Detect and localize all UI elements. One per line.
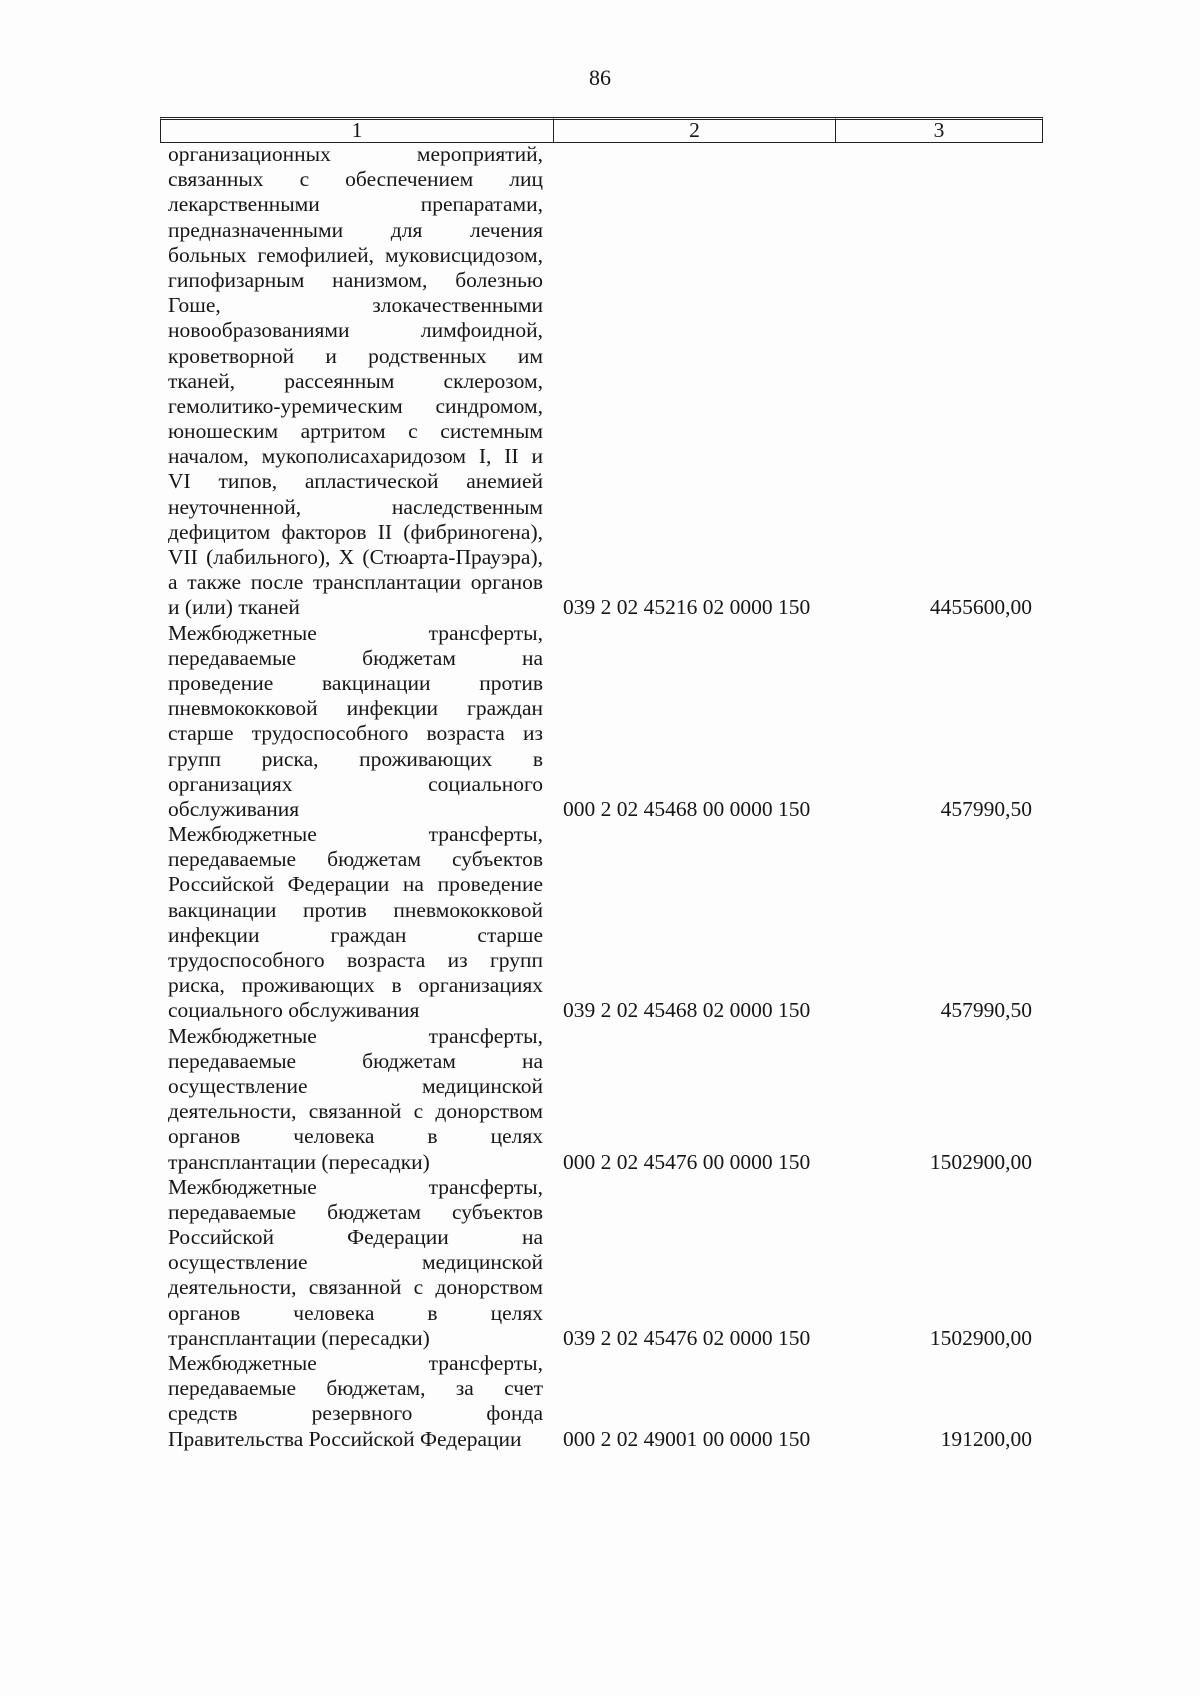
column-header-2: 2 <box>553 117 835 143</box>
description-line: органов человека в целях <box>168 1300 543 1325</box>
amount: 1502900,00 <box>929 1325 1032 1350</box>
description-line: вакцинации против пневмококковой <box>168 897 543 922</box>
description-line: и (или) тканей <box>168 595 300 620</box>
description-line: средств резервного фонда <box>168 1401 543 1426</box>
table-row <box>160 1024 1043 1175</box>
description-line: Межбюджетные трансферты, <box>168 1023 543 1048</box>
table-body <box>160 142 1043 1452</box>
description-line: передаваемые бюджетам субъектов <box>168 847 543 872</box>
description-line: деятельности, связанной с донорством <box>168 1275 543 1300</box>
budget-classification-code: 039 2 02 45468 02 0000 150 <box>563 998 811 1023</box>
row-description <box>160 1175 553 1351</box>
description-line: неуточненной, наследственным <box>168 494 543 519</box>
description-line: передаваемые бюджетам на <box>168 1048 543 1073</box>
description-line: трудоспособного возраста из групп <box>168 948 543 972</box>
budget-classification-code: 039 2 02 45216 02 0000 150 <box>563 595 811 620</box>
description-line: Правительства Российской Федерации <box>168 1426 522 1451</box>
description-line: Гоше, злокачественными <box>168 293 543 318</box>
description-line: Российской Федерации на <box>168 1225 543 1250</box>
description-line: осуществление медицинской <box>168 1073 543 1098</box>
description-line: органов человека в целях <box>168 1124 543 1149</box>
table-header <box>160 117 1043 143</box>
description-line: гипофизарным нанизмом, болезнью <box>168 267 543 292</box>
description-line: риска, проживающих в организациях <box>168 973 543 998</box>
description-line: VII (лабильного), X (Стюарта-Прауэра), <box>168 545 543 569</box>
budget-classification-code: 000 2 02 45468 00 0000 150 <box>563 796 811 821</box>
row-description <box>160 1351 553 1452</box>
description-line: пневмококковой инфекции граждан <box>168 696 543 721</box>
table-row <box>160 142 1043 621</box>
description-line: Межбюджетные трансферты, <box>168 1174 543 1199</box>
budget-table <box>160 117 1043 1452</box>
description-line: дефицитом факторов II (фибриногена), <box>168 519 543 544</box>
table-row <box>160 1351 1043 1452</box>
description-line: новообразованиями лимфоидной, <box>168 318 543 343</box>
amount: 1502900,00 <box>929 1149 1032 1174</box>
budget-classification-code: 000 2 02 45476 00 0000 150 <box>563 1149 811 1174</box>
description-line: организациях социального <box>168 771 543 796</box>
description-line: передаваемые бюджетам на <box>168 645 543 670</box>
description-line: осуществление медицинской <box>168 1250 543 1275</box>
description-line: больных гемофилией, муковисцидозом, <box>168 242 543 267</box>
row-description <box>160 621 553 823</box>
description-line: юношеским артритом с системным <box>168 419 543 444</box>
description-line: предназначенными для лечения <box>168 217 543 242</box>
description-line: организационных мероприятий, <box>168 142 543 166</box>
amount: 457990,50 <box>940 998 1032 1023</box>
description-line: групп риска, проживающих в <box>168 746 543 771</box>
description-line: началом, мукополисахаридозом I, II и <box>168 444 543 469</box>
description-line: связанных с обеспечением лиц <box>168 167 543 192</box>
row-description <box>160 1024 553 1175</box>
row-description <box>160 822 553 1024</box>
table-row <box>160 822 1043 1024</box>
table-row <box>160 621 1043 823</box>
description-line: трансплантации (пересадки) <box>168 1149 430 1174</box>
description-line: а также после трансплантации органов <box>168 570 543 595</box>
description-line: Межбюджетные трансферты, <box>168 620 543 645</box>
amount: 457990,50 <box>940 796 1032 821</box>
table-row <box>160 1175 1043 1351</box>
amount: 4455600,00 <box>929 595 1032 620</box>
description-line: Межбюджетные трансферты, <box>168 822 543 847</box>
column-header-1: 1 <box>160 117 553 143</box>
description-line: трансплантации (пересадки) <box>168 1325 430 1350</box>
description-line: Российской Федерации на проведение <box>168 872 543 897</box>
amount: 191200,00 <box>940 1426 1032 1451</box>
budget-classification-code: 039 2 02 45476 02 0000 150 <box>563 1325 811 1350</box>
budget-classification-code: 000 2 02 49001 00 0000 150 <box>563 1426 811 1451</box>
description-line: обслуживания <box>168 796 300 821</box>
column-header-3: 3 <box>835 117 1043 143</box>
description-line: гемолитико-уремическим синдромом, <box>168 393 543 418</box>
description-line: проведение вакцинации против <box>168 670 543 695</box>
description-line: инфекции граждан старше <box>168 922 543 947</box>
description-line: социального обслуживания <box>168 998 420 1023</box>
description-line: Межбюджетные трансферты, <box>168 1351 543 1375</box>
row-description <box>160 142 553 621</box>
description-line: тканей, рассеянным склерозом, <box>168 368 543 393</box>
description-line: передаваемые бюджетам субъектов <box>168 1199 543 1224</box>
description-line: лекарственными препаратами, <box>168 192 543 217</box>
description-line: передаваемые бюджетам, за счет <box>168 1376 543 1401</box>
page-number: 86 <box>589 65 611 90</box>
description-line: старше трудоспособного возраста из <box>168 721 543 746</box>
description-line: кроветворной и родственных им <box>168 343 543 368</box>
description-line: VI типов, апластической анемией <box>168 469 543 494</box>
description-line: деятельности, связанной с донорством <box>168 1099 543 1124</box>
